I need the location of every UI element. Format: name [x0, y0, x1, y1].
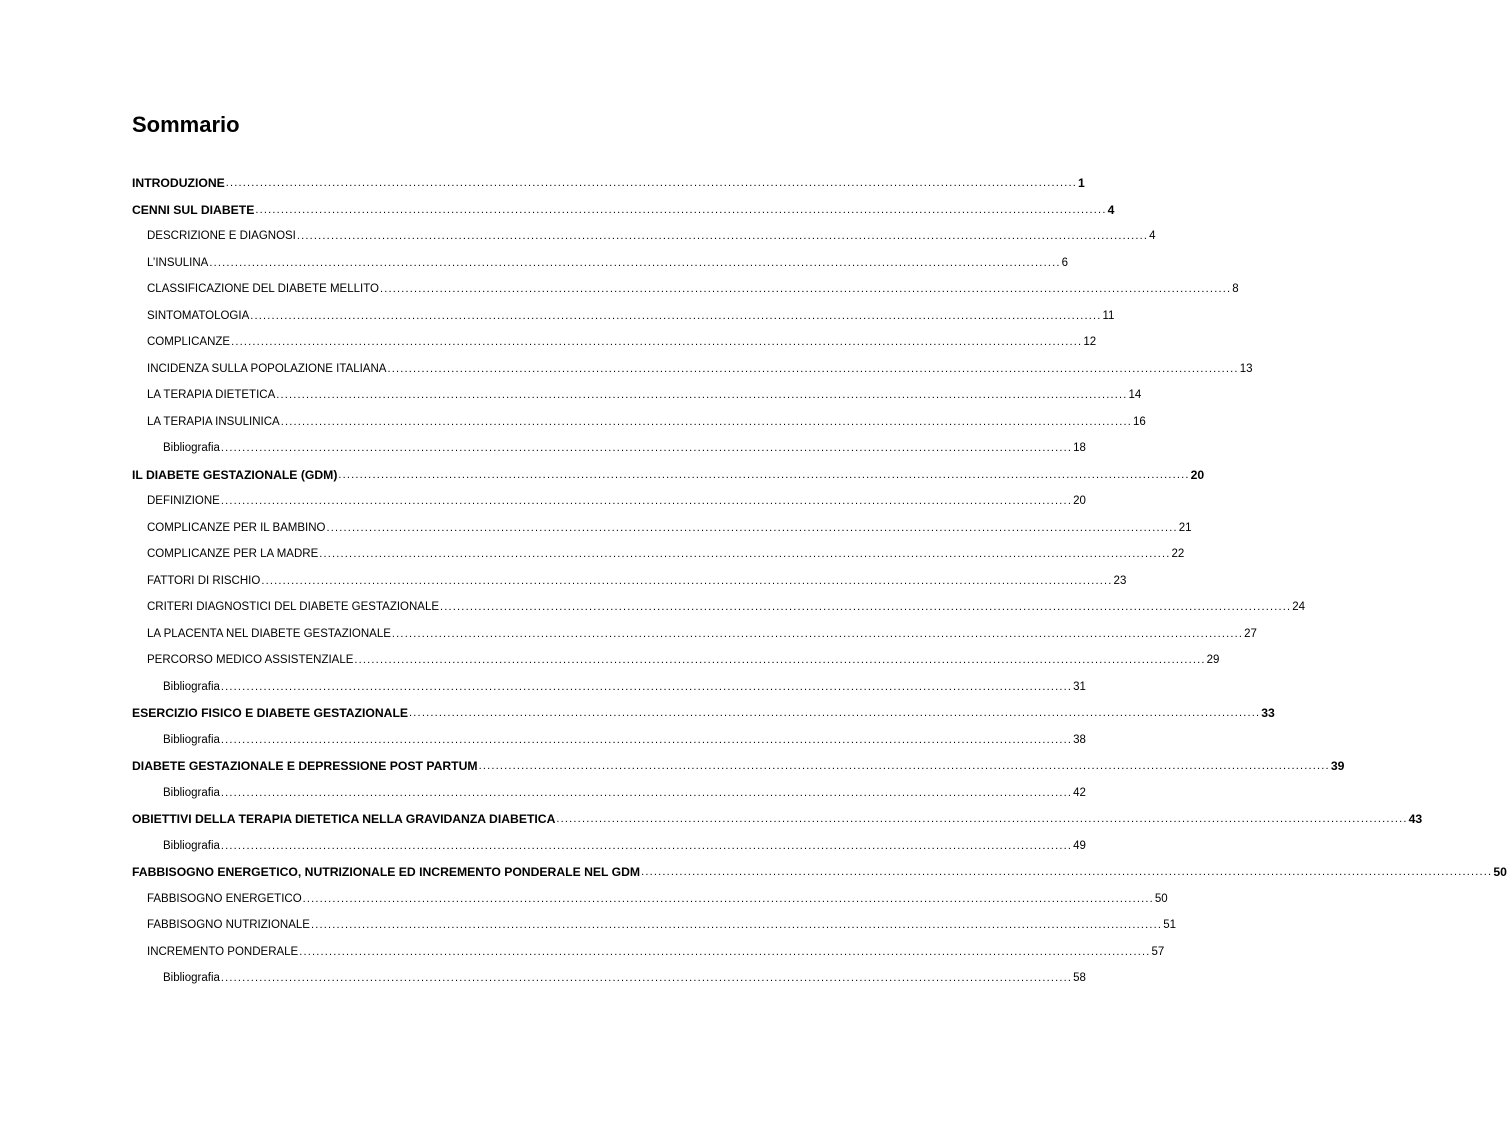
toc-entry-page: 39: [1330, 759, 1345, 774]
toc-entry-bibliografia[interactable]: [132, 435, 1086, 462]
dot-leader: ........................................................................................................................................................................................................: [250, 309, 1102, 322]
toc-entry-label: PERCORSO MEDICO ASSISTENZIALE: [147, 654, 354, 667]
toc-entry-page: 1: [1078, 176, 1085, 191]
toc-entry-page: 11: [1102, 309, 1115, 322]
toc-entry-page: 20: [1073, 495, 1086, 508]
toc-entry-placenta[interactable]: [132, 621, 1257, 648]
toc-entry-cenni-sul-diabete[interactable]: [132, 197, 1115, 224]
toc-entry-page: 8: [1232, 283, 1239, 296]
toc-entry-bibliografia[interactable]: [132, 965, 1086, 992]
toc-entry-label: Bibliografia: [163, 442, 220, 455]
toc-entry-label: LA TERAPIA INSULINICA: [147, 415, 280, 428]
toc-entry-descrizione-e-diagnosi[interactable]: [132, 223, 1156, 250]
toc-entry-label: FABBISOGNO ENERGETICO, NUTRIZIONALE ED INCREMENTO PONDERALE NEL GDM: [132, 865, 641, 880]
toc-entry-fabbisogno-nutrizionale[interactable]: [132, 912, 1176, 939]
toc-entry-label: FABBISOGNO ENERGETICO: [147, 892, 302, 905]
toc-entry-label: Bibliografia: [163, 680, 220, 693]
toc-entry-label: Bibliografia: [163, 733, 220, 746]
toc-entry-label: LA PLACENTA NEL DIABETE GESTAZIONALE: [147, 627, 391, 640]
dot-leader: ........................................................................................................................................................................................................: [280, 415, 1132, 428]
toc-entry-bibliografia[interactable]: [132, 833, 1086, 860]
toc-entry-label: COMPLICANZE PER LA MADRE: [147, 548, 319, 561]
toc-entry-page: 4: [1149, 230, 1156, 243]
dot-leader: ........................................................................................................................................................................................................: [354, 654, 1206, 667]
toc-entry-fabbisogno-energetico[interactable]: [132, 886, 1168, 913]
toc-entry-label: FABBISOGNO NUTRIZIONALE: [147, 919, 310, 932]
dot-leader: ........................................................................................................................................................................................................: [302, 892, 1154, 905]
toc-entry-label: COMPLICANZE: [147, 336, 231, 349]
toc-entry-label: LA TERAPIA DIETETICA: [147, 389, 276, 402]
toc-entry-fattori-di-rischio[interactable]: [132, 568, 1127, 595]
toc-entry-page: 43: [1408, 812, 1423, 827]
toc-entry-label: SINTOMATOLOGIA: [147, 309, 250, 322]
toc-entry-criteri-diagnostici[interactable]: [132, 594, 1306, 621]
dot-leader: ........................................................................................................................................................................................................: [231, 336, 1083, 349]
dot-leader: ........................................................................................................................................................................................................: [296, 230, 1149, 243]
toc-entry-label: ESERCIZIO FISICO E DIABETE GESTAZIONALE: [132, 706, 409, 721]
toc-entry-obiettivi-terapia[interactable]: [132, 806, 1423, 833]
dot-leader: ........................................................................................................................................................................................................: [319, 548, 1171, 561]
toc-entry-label: COMPLICANZE PER IL BAMBINO: [147, 521, 326, 534]
dot-leader: ........................................................................................................................................................................................................: [220, 733, 1073, 746]
toc-entry-page: 4: [1107, 202, 1115, 217]
toc-entry-page: 22: [1171, 548, 1185, 561]
toc-entry-page: 51: [1163, 919, 1176, 932]
dot-leader: ........................................................................................................................................................................................................: [379, 283, 1232, 296]
dot-leader: ........................................................................................................................................................................................................: [299, 945, 1151, 958]
toc-entry-page: 29: [1206, 654, 1220, 667]
dot-leader: ........................................................................................................................................................................................................: [209, 256, 1061, 269]
toc-entry-label: DIABETE GESTAZIONALE E DEPRESSIONE POST PARTUM: [132, 759, 478, 774]
toc-entry-label: INCIDENZA SULLA POPOLAZIONE ITALIANA: [147, 362, 387, 375]
toc-entry-label: Bibliografia: [163, 839, 220, 852]
toc-entry-percorso-medico[interactable]: [132, 647, 1220, 674]
toc-entry-page: 6: [1061, 256, 1068, 269]
toc-entry-bibliografia[interactable]: [132, 674, 1086, 701]
toc-entry-page: 21: [1178, 521, 1192, 534]
dot-leader: ........................................................................................................................................................................................................: [225, 177, 1077, 190]
toc-entry-page: 27: [1244, 627, 1257, 640]
toc-entry-label: CRITERI DIAGNOSTICI DEL DIABETE GESTAZIONALE: [147, 601, 440, 614]
dot-leader: ........................................................................................................................................................................................................: [440, 601, 1292, 614]
toc-entry-terapia-insulinica[interactable]: [132, 409, 1146, 436]
dot-leader: ........................................................................................................................................................................................................: [326, 521, 1178, 534]
dot-leader: ........................................................................................................................................................................................................: [310, 919, 1163, 932]
dot-leader: ........................................................................................................................................................................................................: [220, 839, 1073, 852]
toc-entry-page: 12: [1083, 336, 1097, 349]
toc-entry-label: DESCRIZIONE E DIAGNOSI: [147, 230, 296, 243]
toc-entry-bibliografia[interactable]: [132, 780, 1086, 807]
toc-entry-definizione[interactable]: [132, 488, 1086, 515]
toc-entry-page: 13: [1239, 362, 1253, 375]
toc-entry-label: OBIETTIVI DELLA TERAPIA DIETETICA NELLA GRAVIDANZA DIABETICA: [132, 812, 556, 827]
dot-leader: ........................................................................................................................................................................................................: [220, 680, 1073, 693]
dot-leader: ........................................................................................................................................................................................................: [220, 786, 1073, 799]
toc-entry-introduzione[interactable]: [132, 170, 1085, 197]
dot-leader: ........................................................................................................................................................................................................: [556, 813, 1408, 826]
toc-entry-page: 50: [1154, 892, 1168, 905]
toc-entry-esercizio-fisico[interactable]: [132, 700, 1275, 727]
toc-entry-page: 38: [1073, 733, 1086, 746]
toc-entry-bibliografia[interactable]: [132, 727, 1086, 754]
toc-entry-incremento-ponderale[interactable]: [132, 939, 1165, 966]
toc-entry-sintomatologia[interactable]: [132, 303, 1115, 330]
toc-entry-page: 20: [1190, 467, 1205, 482]
toc-entry-incidenza[interactable]: [132, 356, 1253, 383]
dot-leader: ........................................................................................................................................................................................................: [220, 442, 1073, 455]
toc-entry-label: Bibliografia: [163, 972, 220, 985]
dot-leader: ........................................................................................................................................................................................................: [391, 627, 1244, 640]
toc-entry-complicanze[interactable]: [132, 329, 1097, 356]
table-of-contents: [132, 170, 1507, 992]
toc-entry-page: 31: [1073, 680, 1086, 693]
toc-entry-page: 42: [1073, 786, 1086, 799]
toc-entry-complicanze-madre[interactable]: [132, 541, 1185, 568]
dot-leader: ........................................................................................................................................................................................................: [409, 707, 1261, 720]
toc-entry-label: DEFINIZIONE: [147, 495, 220, 508]
toc-entry-page: 49: [1073, 839, 1086, 852]
toc-entry-terapia-dietetica[interactable]: [132, 382, 1142, 409]
toc-entry-page: 14: [1128, 389, 1142, 402]
toc-entry-page: 50: [1493, 865, 1507, 880]
toc-entry-classificazione[interactable]: [132, 276, 1239, 303]
toc-entry-label: IL DIABETE GESTAZIONALE (GDM): [132, 467, 338, 482]
toc-entry-insulina[interactable]: [132, 250, 1068, 277]
dot-leader: ........................................................................................................................................................................................................: [276, 389, 1128, 402]
toc-entry-page: 57: [1151, 945, 1165, 958]
toc-entry-label: FATTORI DI RISCHIO: [147, 574, 261, 587]
toc-entry-page: 18: [1073, 442, 1086, 455]
toc-entry-page: 16: [1132, 415, 1146, 428]
dot-leader: ........................................................................................................................................................................................................: [220, 495, 1073, 508]
toc-entry-label: Bibliografia: [163, 786, 220, 799]
dot-leader: ........................................................................................................................................................................................................: [220, 972, 1073, 985]
dot-leader: ........................................................................................................................................................................................................: [641, 866, 1493, 879]
toc-entry-label: L’INSULINA: [147, 256, 209, 269]
toc-entry-label: INCREMENTO PONDERALE: [147, 945, 299, 958]
toc-entry-diabete-gestazionale[interactable]: [132, 462, 1205, 489]
toc-entry-page: 58: [1073, 972, 1086, 985]
toc-entry-fabbisogno-gdm[interactable]: [132, 859, 1507, 886]
dot-leader: ........................................................................................................................................................................................................: [478, 760, 1330, 773]
toc-entry-label: CENNI SUL DIABETE: [132, 202, 255, 217]
toc-entry-label: CLASSIFICAZIONE DEL DIABETE MELLITO: [147, 283, 379, 296]
page-title: Sommario: [132, 112, 240, 137]
dot-leader: ........................................................................................................................................................................................................: [387, 362, 1239, 375]
toc-entry-complicanze-bambino[interactable]: [132, 515, 1192, 542]
toc-entry-depressione-post-partum[interactable]: [132, 753, 1345, 780]
dot-leader: ........................................................................................................................................................................................................: [261, 574, 1113, 587]
dot-leader: ........................................................................................................................................................................................................: [338, 468, 1190, 481]
toc-entry-page: 33: [1261, 706, 1275, 721]
dot-leader: ........................................................................................................................................................................................................: [255, 203, 1107, 216]
toc-entry-page: 24: [1292, 601, 1306, 614]
toc-entry-page: 23: [1113, 574, 1127, 587]
toc-entry-label: INTRODUZIONE: [132, 176, 225, 191]
